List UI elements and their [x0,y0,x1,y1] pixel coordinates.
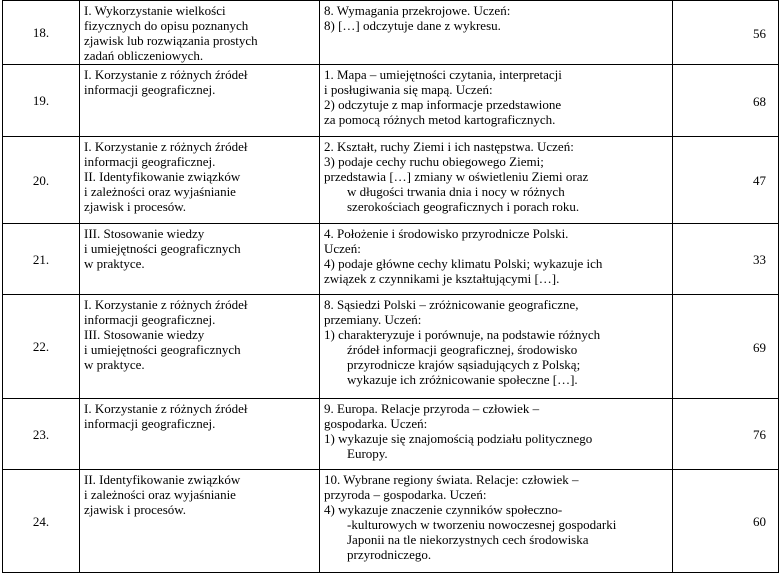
skills-line: I. Korzystanie z różnych źródeł [84,401,248,416]
skills-line: zjawisk i procesów. [84,199,187,214]
requirement-line: źródeł informacji geograficznej, środowisko [347,342,578,357]
requirement-line: gospodarka. Uczeń: [324,416,428,431]
general-skills-cell [80,399,320,470]
requirement-line: przyrodnicze krajów sąsiadujących z Polską; [347,357,581,372]
requirement-line: Japonii na tle niekorzystnych cech środowiska [347,532,589,547]
requirements-cell [320,295,673,399]
skills-line: zadań obliczeniowych. [84,48,204,63]
table-row [3,224,779,295]
requirement-line: i posługiwania się mapą. Uczeń: [324,82,493,97]
requirements-cell [320,399,673,470]
task-number: 20. [3,137,80,224]
skills-line: informacji geograficznej. [84,416,216,431]
skills-line: i umiejętności geograficznych [84,241,241,256]
page-number: 47 [673,137,779,224]
requirement-line: w długości trwania dnia i nocy w różnych [347,184,565,199]
page-number: 68 [673,65,779,137]
general-skills-cell [80,65,320,137]
page-number: 56 [673,1,779,65]
task-number: 23. [3,399,80,470]
table-row [3,295,779,399]
requirement-line: za pomocą różnych metod kartograficznych. [324,112,556,127]
requirement-line: 4) podaje główne cechy klimatu Polski; wykazuje ich [324,256,603,271]
requirement-line: 4. Położenie i środowisko przyrodnicze Polski. [324,226,569,241]
requirements-cell [320,65,673,137]
requirements-cell [320,137,673,224]
skills-line: w praktyce. [84,357,145,372]
skills-line: III. Stosowanie wiedzy [84,327,205,342]
skills-line: informacji geograficznej. [84,154,216,169]
requirement-line: 3) podaje cechy ruchu obiegowego Ziemi; [324,154,544,169]
task-number: 24. [3,470,80,573]
requirement-line: 2) odczytuje z map informacje przedstawione [324,97,562,112]
requirement-line: -kulturowych w tworzeniu nowoczesnej gospodarki [347,517,617,532]
page-number: 33 [673,224,779,295]
requirement-line: przedstawia […] zmiany w oświetleniu Ziemi oraz [324,169,589,184]
skills-line: II. Identyfikowanie związków [84,472,241,487]
requirement-line: 8) […] odczytuje dane z wykresu. [324,18,501,33]
skills-line: w praktyce. [84,256,145,271]
skills-line: zjawisk lub rozwiązania prostych [84,33,258,48]
skills-line: informacji geograficznej. [84,312,216,327]
page-number: 76 [673,399,779,470]
requirements-cell [320,470,673,573]
table-row [3,137,779,224]
requirement-line: 2. Kształt, ruchy Ziemi i ich następstwa. Uczeń: [324,139,574,154]
page-number: 69 [673,295,779,399]
task-number: 22. [3,295,80,399]
task-number: 19. [3,65,80,137]
table-row [3,399,779,470]
skills-line: III. Stosowanie wiedzy [84,226,205,241]
skills-line: i umiejętności geograficznych [84,342,241,357]
requirement-line: szerokościach geograficznych i porach roku. [347,199,580,214]
skills-line: fizycznych do opisu poznanych [84,18,249,33]
requirements-cell [320,224,673,295]
requirements-cell [320,1,673,65]
table-row [3,1,779,65]
requirement-line: 1. Mapa – umiejętności czytania, interpretacji [324,67,562,82]
skills-line: zjawisk i procesów. [84,502,187,517]
general-skills-cell [80,470,320,573]
requirement-line: przemiany. Uczeń: [324,312,422,327]
requirement-line: 9. Europa. Relacje przyroda – człowiek – [324,401,540,416]
page-number: 60 [673,470,779,573]
skills-line: i zależności oraz wyjaśnianie [84,487,236,502]
skills-line: informacji geograficznej. [84,82,216,97]
skills-line: I. Wykorzystanie wielkości [84,3,226,18]
requirement-line: wykazuje ich zróżnicowanie społeczne […]. [347,372,578,387]
requirement-line: przyrodniczego. [347,547,432,562]
task-number: 18. [3,1,80,65]
skills-line: I. Korzystanie z różnych źródeł [84,139,248,154]
requirement-line: 4) wykazuje znaczenie czynników społeczno- [324,502,563,517]
requirement-line: Uczeń: [324,241,361,256]
requirement-line: 1) charakteryzuje i porównuje, na podstawie różnych [324,327,601,342]
requirement-line: Europy. [347,446,388,461]
requirement-line: 8. Wymagania przekrojowe. Uczeń: [324,3,511,18]
requirements-table [2,0,779,573]
requirement-line: 10. Wybrane regiony świata. Relacje: człowiek – [324,472,579,487]
requirement-line: przyroda – gospodarka. Uczeń: [324,487,487,502]
table-row [3,470,779,573]
skills-line: i zależności oraz wyjaśnianie [84,184,236,199]
skills-line: I. Korzystanie z różnych źródeł [84,297,248,312]
requirement-line: 8. Sąsiedzi Polski – zróżnicowanie geograficzne, [324,297,579,312]
general-skills-cell [80,137,320,224]
general-skills-cell [80,224,320,295]
skills-line: II. Identyfikowanie związków [84,169,241,184]
general-skills-cell [80,295,320,399]
requirement-line: 1) wykazuje się znajomością podziału politycznego [324,431,593,446]
skills-line: I. Korzystanie z różnych źródeł [84,67,248,82]
requirement-line: związek z czynnikami je kształtującymi […]. [324,271,560,286]
table-row [3,65,779,137]
task-number: 21. [3,224,80,295]
general-skills-cell [80,1,320,65]
